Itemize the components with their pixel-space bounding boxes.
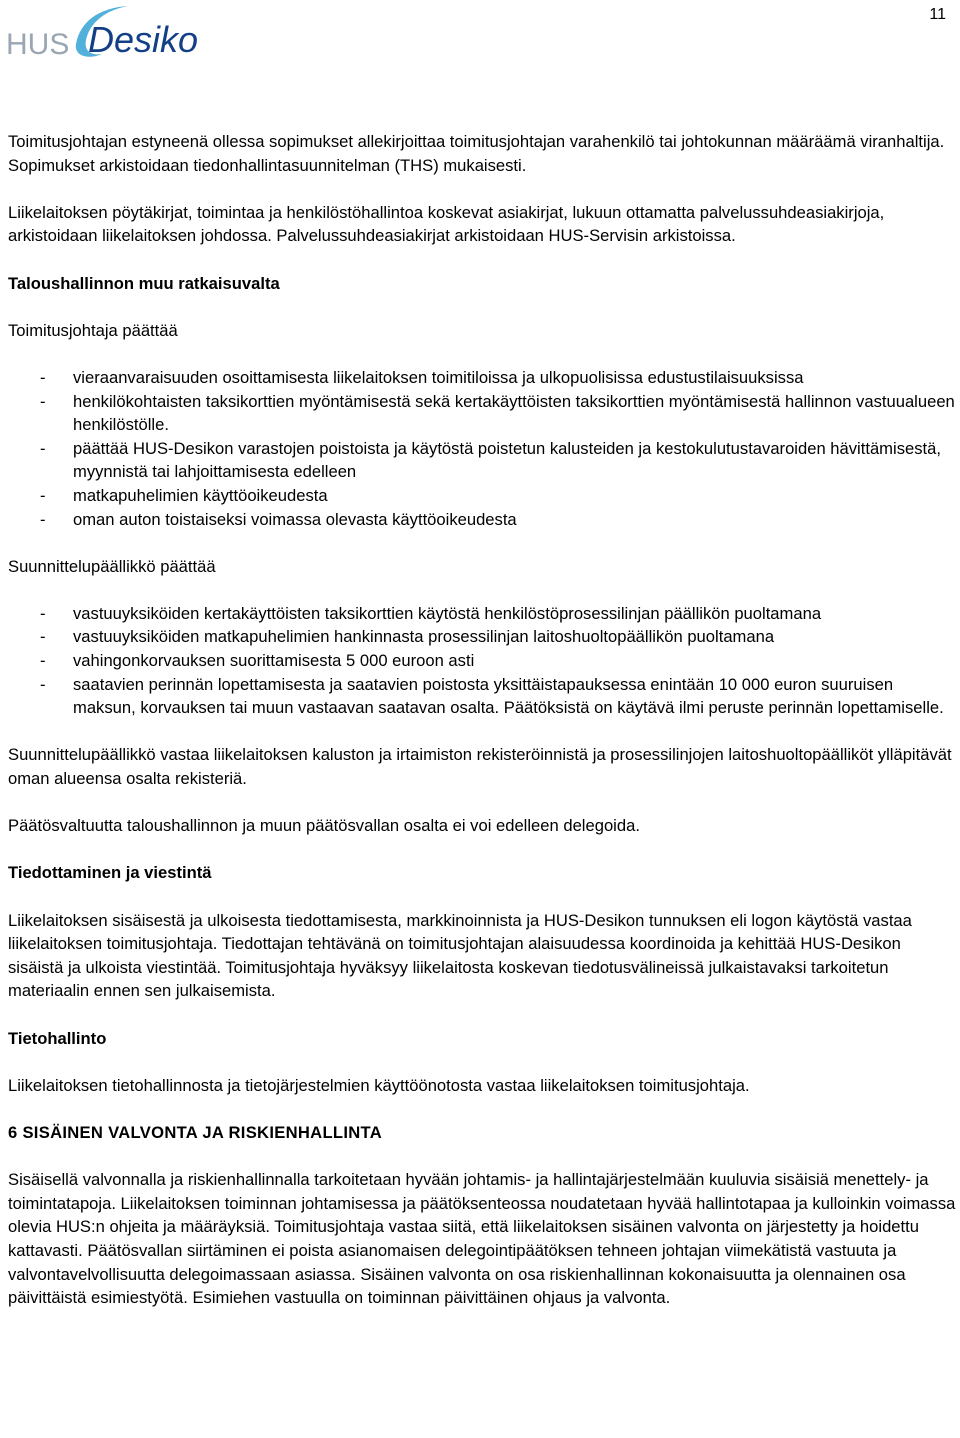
list-item: - vieraanvaraisuuden osoittamisesta liikelaitoksen toimitiloissa ja ulkopuolisissa edustustilaisuuksissa: [40, 367, 804, 387]
list-item: - henkilökohtaisten taksikorttien myöntämisestä sekä kertakäyttöisten taksikorttien myöntämisestä hallinnon vastuualueen henkilöstölle.: [40, 391, 955, 435]
paragraph-tiedottaminen: Liikelaitoksen sisäisestä ja ulkoisesta tiedottamisesta, markkinoinnista ja HUS-Desikon tunnuksen eli logon käytöstä vastaa liikelaitoksen toimitusjohtaja. Tiedottajan tehtävänä on toimitusjohtajan alaisuudessa koordinoida ja kehittää HUS-Desikon sisäistä ja ulkoista viestintää. Toimitusjohtaja hyväksyy liikelaitosta koskevan tiedotusvälineissä julkaistavaksi tarkoitetun materiaalin ennen sen julkaisemista.: [8, 910, 912, 1001]
paragraph-delegation: Päätösvaltuutta taloushallinnon ja muun päätösvallan osalta ei voi edelleen delegoida.: [8, 816, 640, 836]
paragraph-registration: Suunnittelupäällikkö vastaa liikelaitoksen kaluston ja irtaimiston rekisteröinnistä ja prosessilinjojen laitoshuoltopäälliköt ylläpitävät oman alueensa osalta rekisteriä.: [8, 745, 952, 789]
list-item: - matkapuhelimien käyttöoikeudesta: [40, 485, 328, 505]
list-item: - vahingonkorvauksen suorittamisesta 5 000 euroon asti: [40, 651, 475, 671]
lead-toimitusjohtaja: Toimitusjohtaja päättää: [8, 320, 178, 340]
paragraph-tietohallinto: Liikelaitoksen tietohallinnosta ja tietojärjestelmien käyttöönotosta vastaa liikelaitoksen toimitusjohtaja.: [8, 1075, 750, 1095]
lead-suunnittelupaallikko: Suunnittelupäällikkö päättää: [8, 556, 216, 576]
heading-tiedottaminen: Tiedottaminen ja viestintä: [8, 863, 212, 883]
paragraph-archiving: Liikelaitoksen pöytäkirjat, toimintaa ja henkilöstöhallintoa koskevat asiakirjat, lukuun ottamatta palvelussuhdeasiakirjoja, arkistoidaan liikelaitoksen johdossa. Palvelussuhdeasiakirjat arkistoidaan HUS-Servisin arkistoissa.: [8, 202, 885, 246]
logo-desiko-text: Desiko: [88, 19, 199, 60]
logo-hus-text: HUS: [6, 28, 70, 61]
list-suunnittelupaallikko: [8, 602, 956, 720]
paragraph-sisainen-valvonta: Sisäisellä valvonnalla ja riskienhallinnalla tarkoitetaan hyvään johtamis- ja hallintajärjestelmään kuuluvia sisäisiä menettely- ja toimintatapoja. Liikelaitoksen toiminnan johtamisessa ja päätöksenteossa noudatetaan hyvää hallintotapaa ja kulloinkin voimassa olevia HUS:n ohjeita ja määräyksiä. Toimitusjohtaja vastaa siitä, että liikelaitoksen sisäinen valvonta on järjestetty ja hoidettu kattavasti. Päätösvallan siirtäminen ei poista asianomaisen delegointipäätöksen tehneen johtajan viimekätistä vastuuta ja valvontavelvollisuutta delegoimassaan asiassa. Sisäinen valvonta on osa riskienhallinnan kokonaisuutta ja olennainen osa päivittäistä esimiestyötä. Esimiehen vastuulla on toiminnan päivittäinen ohjaus ja valvonta.: [8, 1170, 956, 1308]
list-toimitusjohtaja: [8, 366, 956, 531]
hus-desiko-logo: [6, 4, 206, 62]
paragraph-signing: Toimitusjohtajan estyneenä ollessa sopimukset allekirjoittaa toimitusjohtajan varahenkilö tai johtokunnan määräämä viranhaltija. Sopimukset arkistoidaan tiedonhallintasuunnitelman (THS) mukaisesti.: [8, 132, 945, 175]
document-body: [8, 130, 956, 1333]
list-item: - päättää HUS-Desikon varastojen poistoista ja käytöstä poistetun kalusteiden ja kestokulutustavaroiden hävittämisestä, myynnistä tai lahjoittamisesta edelleen: [40, 438, 941, 482]
heading-tietohallinto: Tietohallinto: [8, 1028, 107, 1048]
list-item: - oman auton toistaiseksi voimassa olevasta käyttöoikeudesta: [40, 509, 517, 529]
heading-taloushallinto: Taloushallinnon muu ratkaisuvalta: [8, 273, 280, 293]
list-item: - vastuuyksiköiden kertakäyttöisten taksikorttien käytöstä henkilöstöprosessilinjan päällikön puoltamana: [40, 603, 822, 623]
list-item: - vastuuyksiköiden matkapuhelimien hankinnasta prosessilinjan laitoshuoltopäällikön puoltamana: [40, 627, 775, 647]
list-item: - saatavien perinnän lopettamisesta ja saatavien poistosta yksittäistapauksessa enintään 10 000 euron suuruisen maksun, korvauksen tai muun vastaavan saatavan osalta. Päätöksistä on käytävä ilmi peruste perinnän lopettamiselle.: [40, 674, 944, 718]
heading-section-6: 6 SISÄINEN VALVONTA JA RISKIENHALLINTA: [8, 1122, 383, 1142]
page-number: 11: [929, 6, 946, 23]
